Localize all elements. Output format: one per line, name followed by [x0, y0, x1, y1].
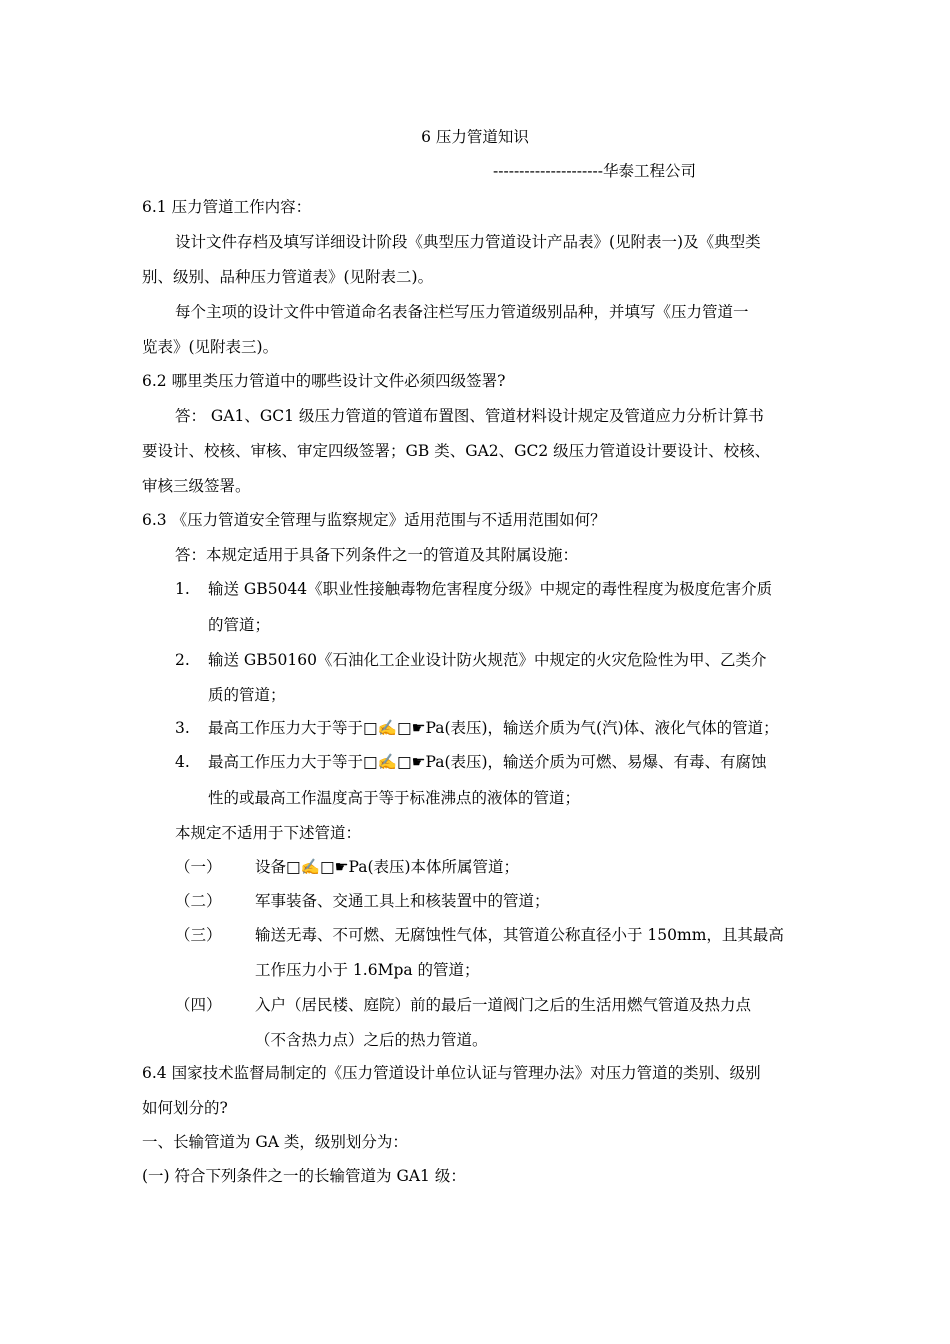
paragraph-line: 答： GA1、GC1 级压力管道的管道布置图、管道材料设计规定及管道应力分析计算书 [175, 407, 764, 425]
section-heading: 6.4 国家技术监督局制定的《压力管道设计单位认证与管理办法》对压力管道的类别、级别 [142, 1064, 761, 1082]
paragraph-line: 审核三级签署。 [142, 477, 251, 495]
paragraph-line: 一、长输管道为 GA 类，级别划分为： [142, 1133, 408, 1151]
paragraph-line: (一) 符合下列条件之一的长输管道为 GA1 级： [142, 1167, 466, 1185]
list-item: 输送无毒、不可燃、无腐蚀性气体，其管道公称直径小于 150mm，且其最高 [255, 926, 784, 944]
list-item: 的管道； [208, 616, 271, 634]
list-item: 设备□✍□☛Pa(表压)本体所属管道； [255, 858, 520, 876]
list-item: 最高工作压力大于等于□✍□☛Pa(表压)，输送介质为气(汽)体、液化气体的管道； [208, 719, 779, 737]
paragraph-line: 本规定不适用于下述管道： [175, 824, 362, 842]
list-item: 输送 GB5044《职业性接触毒物危害程度分级》中规定的毒性程度为极度危害介质 [208, 580, 773, 598]
list-number: 3. [175, 719, 190, 737]
paragraph-line: 每个主项的设计文件中管道命名表备注栏写压力管道级别品种，并填写《压力管道一 [175, 303, 749, 321]
paragraph-line: 别、级别、品种压力管道表》(见附表二)。 [142, 268, 434, 286]
paragraph-line: 如何划分的? [142, 1099, 228, 1117]
list-number: 2. [175, 651, 190, 669]
company-name: ---------------------华泰工程公司 [493, 162, 696, 180]
list-item: 质的管道； [208, 686, 286, 704]
list-item: 工作压力小于 1.6Mpa 的管道； [255, 961, 480, 979]
list-number: （三） [175, 926, 222, 944]
section-heading: 6.2 哪里类压力管道中的哪些设计文件必须四级签署? [142, 372, 506, 390]
list-number: 1. [175, 580, 190, 598]
section-heading: 6.3 《压力管道安全管理与监察规定》适用范围与不适用范围如何？ [142, 511, 606, 529]
paragraph-line: 答：本规定适用于具备下列条件之一的管道及其附属设施： [175, 546, 579, 564]
paragraph-line: 览表》(见附表三)。 [142, 338, 279, 356]
list-number: （一） [175, 858, 222, 876]
page-title: 6 压力管道知识 [421, 128, 529, 146]
paragraph-line: 要设计、校核、审核、审定四级签署；GB 类、GA2、GC2 级压力管道设计要设计、校核、 [142, 442, 771, 460]
list-number: 4. [175, 753, 190, 771]
paragraph-line: 设计文件存档及填写详细设计阶段《典型压力管道设计产品表》(见附表一)及《典型类 [175, 233, 761, 251]
list-item: 军事装备、交通工具上和核装置中的管道； [255, 892, 550, 910]
section-heading: 6.1 压力管道工作内容： [142, 198, 312, 216]
list-number: （二） [175, 892, 222, 910]
list-item: 输送 GB50160《石油化工企业设计防火规范》中规定的火灾危险性为甲、乙类介 [208, 651, 767, 669]
list-item: 入户（居民楼、庭院）前的最后一道阀门之后的生活用燃气管道及热力点 [255, 996, 752, 1014]
list-item: （不含热力点）之后的热力管道。 [255, 1031, 488, 1049]
list-number: （四） [175, 996, 222, 1014]
list-item: 最高工作压力大于等于□✍□☛Pa(表压)，输送介质为可燃、易爆、有毒、有腐蚀 [208, 753, 767, 771]
list-item: 性的或最高工作温度高于等于标准沸点的液体的管道； [208, 789, 581, 807]
